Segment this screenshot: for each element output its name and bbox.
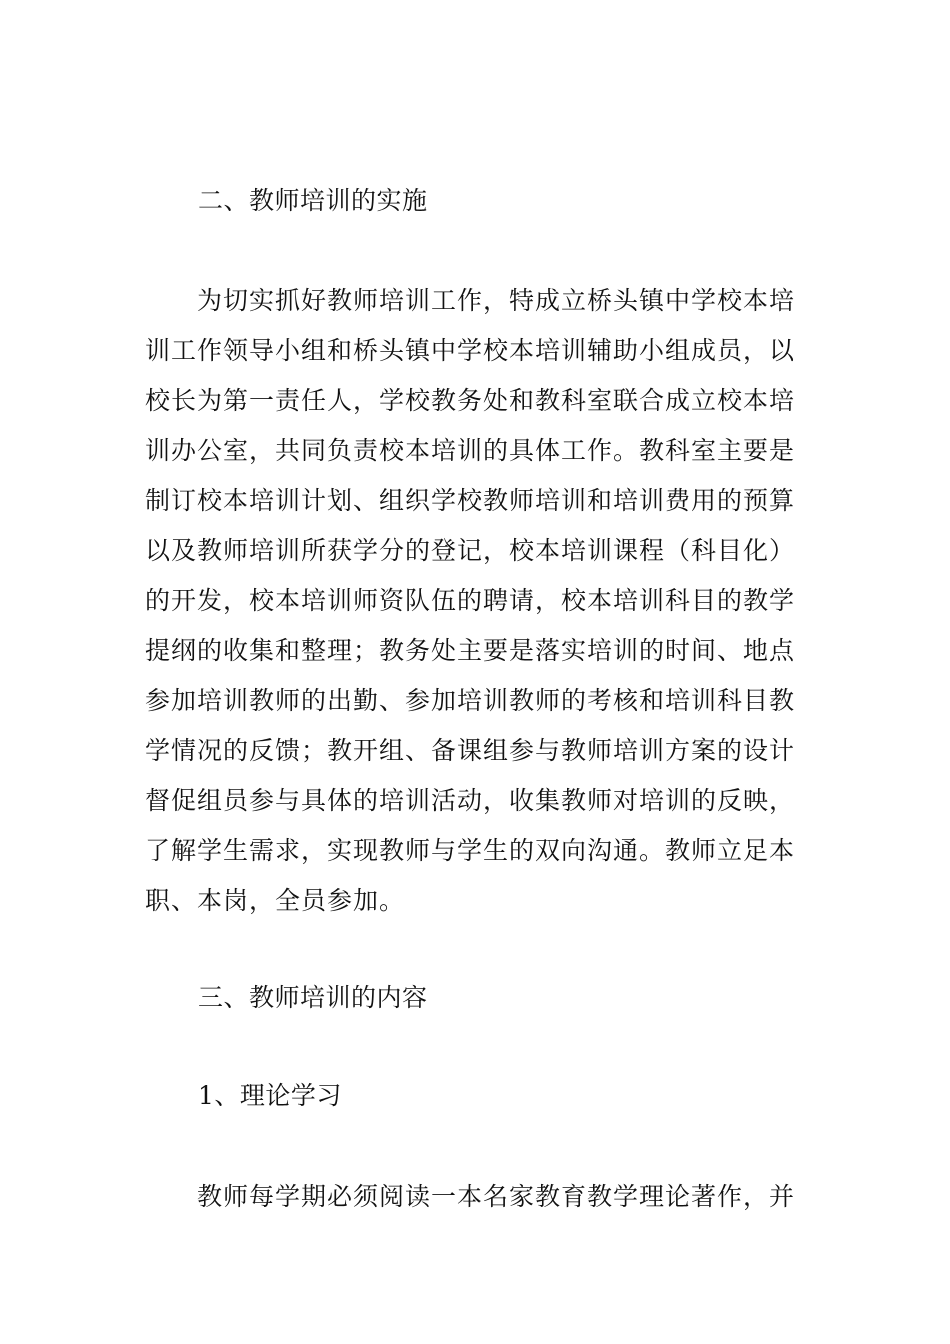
section-3-sub-heading: 1、理论学习 — [198, 1081, 342, 1110]
section-2-paragraph — [145, 276, 810, 926]
paragraph-line: 训工作领导小组和桥头镇中学校本培训辅助小组成员，以 — [145, 336, 796, 365]
paragraph-line: 校长为第一责任人，学校教务处和教科室联合成立校本培 — [145, 386, 796, 415]
paragraph-line: 提纲的收集和整理；教务处主要是落实培训的时间、地点 — [145, 636, 796, 665]
paragraph-line: 制订校本培训计划、组织学校教师培训和培训费用的预算 — [145, 486, 796, 515]
paragraph-line: 教师每学期必须阅读一本名家教育教学理论著作，并 — [197, 1182, 796, 1211]
paragraph-line: 以及教师培训所获学分的登记，校本培训课程（科目化） — [145, 536, 796, 565]
paragraph-line: 训办公室，共同负责校本培训的具体工作。教科室主要是 — [145, 436, 796, 465]
paragraph-line: 为切实抓好教师培训工作，特成立桥头镇中学校本培 — [197, 286, 796, 315]
section-3-heading: 三、教师培训的内容 — [198, 983, 428, 1012]
paragraph-line: 职、本岗，全员参加。 — [145, 886, 406, 915]
paragraph-line: 的开发，校本培训师资队伍的聘请，校本培训科目的教学 — [145, 586, 796, 615]
section-3-paragraph — [145, 1172, 810, 1222]
paragraph-line: 参加培训教师的出勤、参加培训教师的考核和培训科目教 — [145, 686, 796, 715]
paragraph-line: 学情况的反馈；教开组、备课组参与教师培训方案的设计 — [145, 736, 796, 765]
section-2-heading: 二、教师培训的实施 — [198, 186, 428, 215]
paragraph-line: 了解学生需求，实现教师与学生的双向沟通。教师立足本 — [145, 836, 796, 865]
paragraph-line: 督促组员参与具体的培训活动，收集教师对培训的反映， — [145, 786, 796, 815]
